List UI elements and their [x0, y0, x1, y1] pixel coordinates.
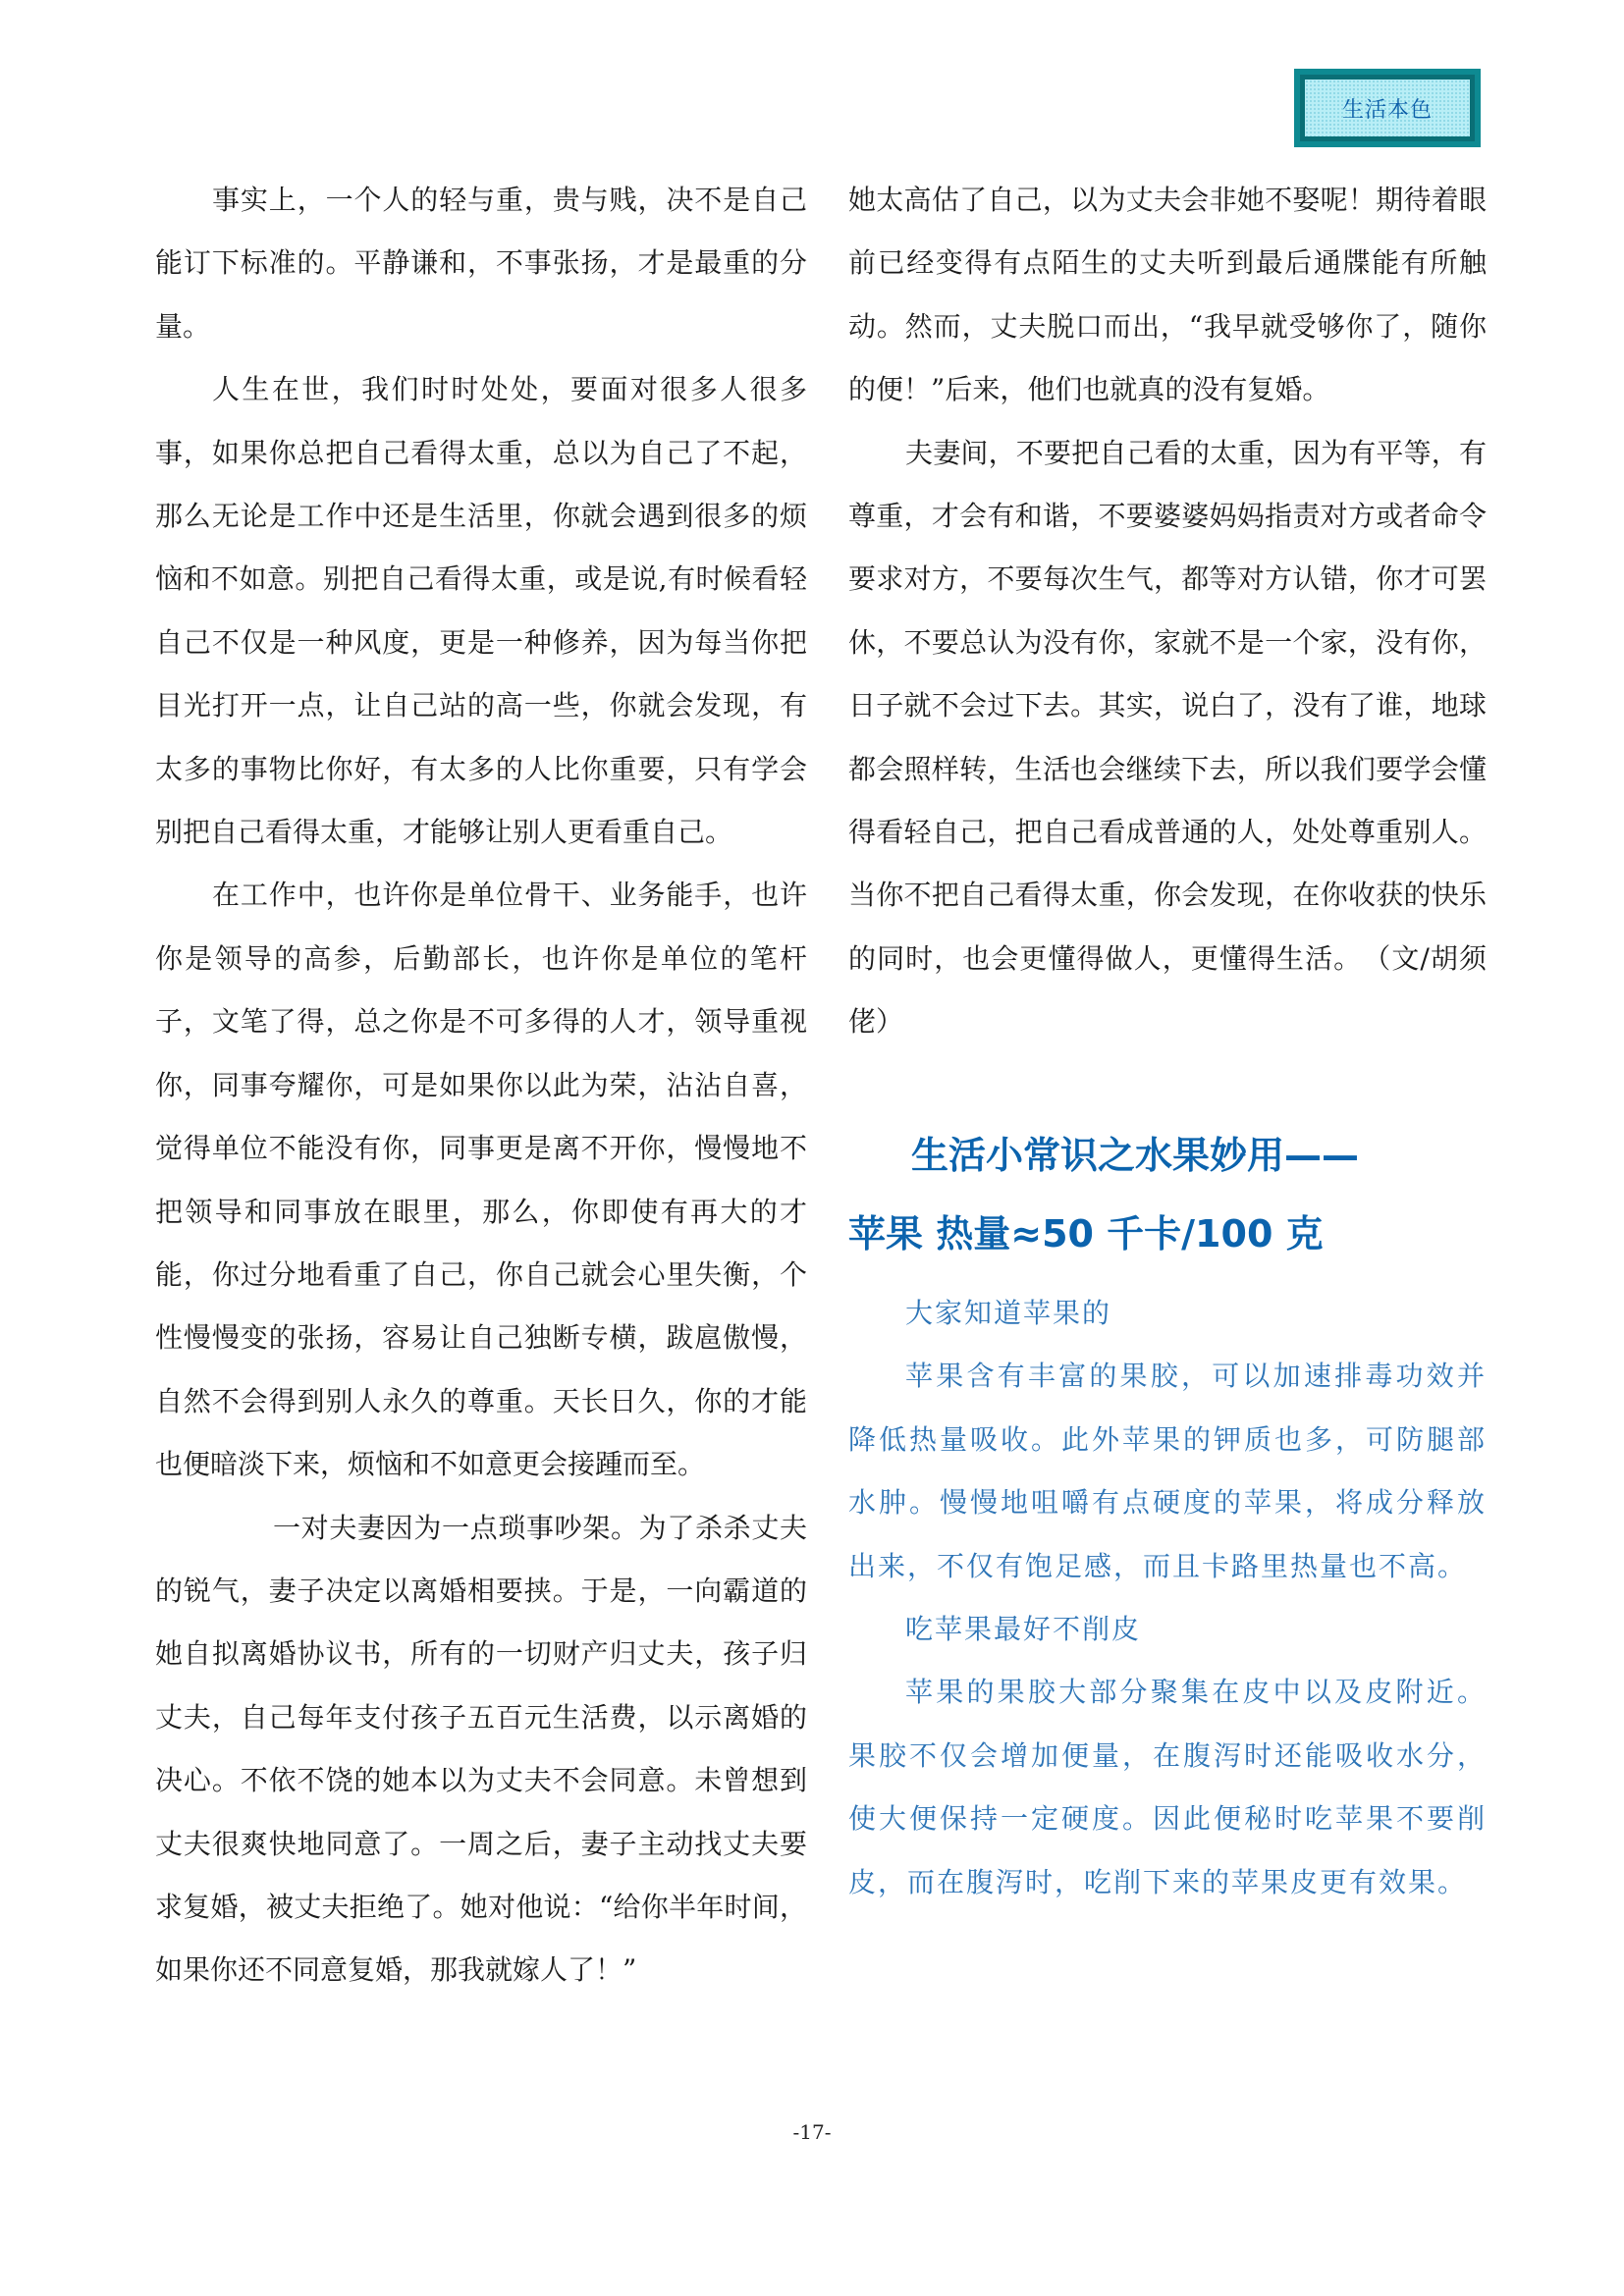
right-paragraph-1: 她太高估了自己，以为丈夫会非她不娶呢！期待着眼前已经变得有点陌生的丈夫听到最后通牒能有所触动。然而，丈夫脱口而出，“我早就受够你了，随你的便！”后来，他们也就真的没有复婚。	[848, 184, 1487, 406]
page-number: -17-	[792, 2120, 832, 2144]
section-badge-frame	[1300, 75, 1475, 141]
article-body	[848, 1282, 1487, 1914]
section-badge	[1294, 69, 1481, 147]
article-title-line2: 苹果 热量≈50 千卡/100 克	[848, 1212, 1324, 1255]
article-title-line1: 生活小常识之水果妙用——	[911, 1134, 1360, 1177]
right-column	[848, 169, 1487, 1054]
left-paragraph-4: 一对夫妻因为一点琐事吵架。为了杀杀丈夫的锐气，妻子决定以离婚相要挟。于是，一向霸道的她自拟离婚协议书，所有的一切财产归丈夫，孩子归丈夫，自己每年支付孩子五百元生活费，以示离婚的决心。不依不饶的她本以为丈夫不会同意。未曾想到丈夫很爽快地同意了。一周之后，妻子主动找丈夫要求复婚，被丈夫拒绝了。她对他说：“给你半年时间，如果你还不同意复婚，那我就嫁人了！”	[155, 1511, 807, 1987]
article-paragraph-2: 苹果含有丰富的果胶，可以加速排毒功效并降低热量吸收。此外苹果的钾质也多，可防腿部水肿。慢慢地咀嚼有点硬度的苹果，将成分释放出来，不仅有饱足感，而且卡路里热量也不高。	[848, 1360, 1487, 1582]
left-paragraph-1: 事实上，一个人的轻与重，贵与贱，决不是自己能订下标准的。平静谦和，不事张扬，才是最重的分量。	[155, 184, 807, 343]
left-paragraph-3: 在工作中，也许你是单位骨干、业务能手，也许你是领导的高参，后勤部长，也许你是单位的笔杆子，文笔了得，总之你是不可多得的人才，领导重视你，同事夸耀你，可是如果你以此为荣，沾沾自喜，觉得单位不能没有你，同事更是离不开你，慢慢地不把领导和同事放在眼里，那么，你即使有再大的才能，你过分地看重了自己，你自己就会心里失衡，个性慢慢变的张扬，容易让自己独断专横，跋扈傲慢，自然不会得到别人永久的尊重。天长日久，你的才能也便暗淡下来，烦恼和不如意更会接踵而至。	[155, 879, 807, 1481]
left-paragraph-2: 人生在世，我们时时处处，要面对很多人很多事，如果你总把自己看得太重，总以为自己了不起，那么无论是工作中还是生活里，你就会遇到很多的烦恼和不如意。别把自己看得太重，或是说,有时候看轻自己不仅是一种风度，更是一种修养，因为每当你把目光打开一点，让自己站的高一些，你就会发现，有太多的事物比你好，有太多的人比你重要，只有学会别把自己看得太重，才能够让别人更看重自己。	[155, 373, 807, 849]
article-paragraph-3: 吃苹果最好不削皮	[905, 1613, 1142, 1646]
article-paragraph-4: 苹果的果胶大部分聚集在皮中以及皮附近。果胶不仅会增加便量，在腹泻时还能吸收水分，使大便保持一定硬度。因此便秘时吃苹果不要削皮，而在腹泻时，吃削下来的苹果皮更有效果。	[848, 1676, 1487, 1898]
left-column	[155, 169, 807, 2002]
right-paragraph-2: 夫妻间，不要把自己看的太重，因为有平等，有尊重，才会有和谐，不要婆婆妈妈指责对方或者命令要求对方，不要每次生气，都等对方认错，你才可罢休，不要总认为没有你，家就不是一个家，没有你，日子就不会过下去。其实，说白了，没有了谁，地球都会照样转，生活也会继续下去，所以我们要学会懂得看轻自己，把自己看成普通的人，处处尊重别人。当你不把自己看得太重，你会发现，在你收获的快乐的同时，也会更懂得做人，更懂得生活。 （文/胡须佬）	[848, 436, 1487, 1039]
article-paragraph-1: 大家知道苹果的	[905, 1297, 1112, 1329]
section-badge-label: 生活本色	[1341, 97, 1433, 123]
